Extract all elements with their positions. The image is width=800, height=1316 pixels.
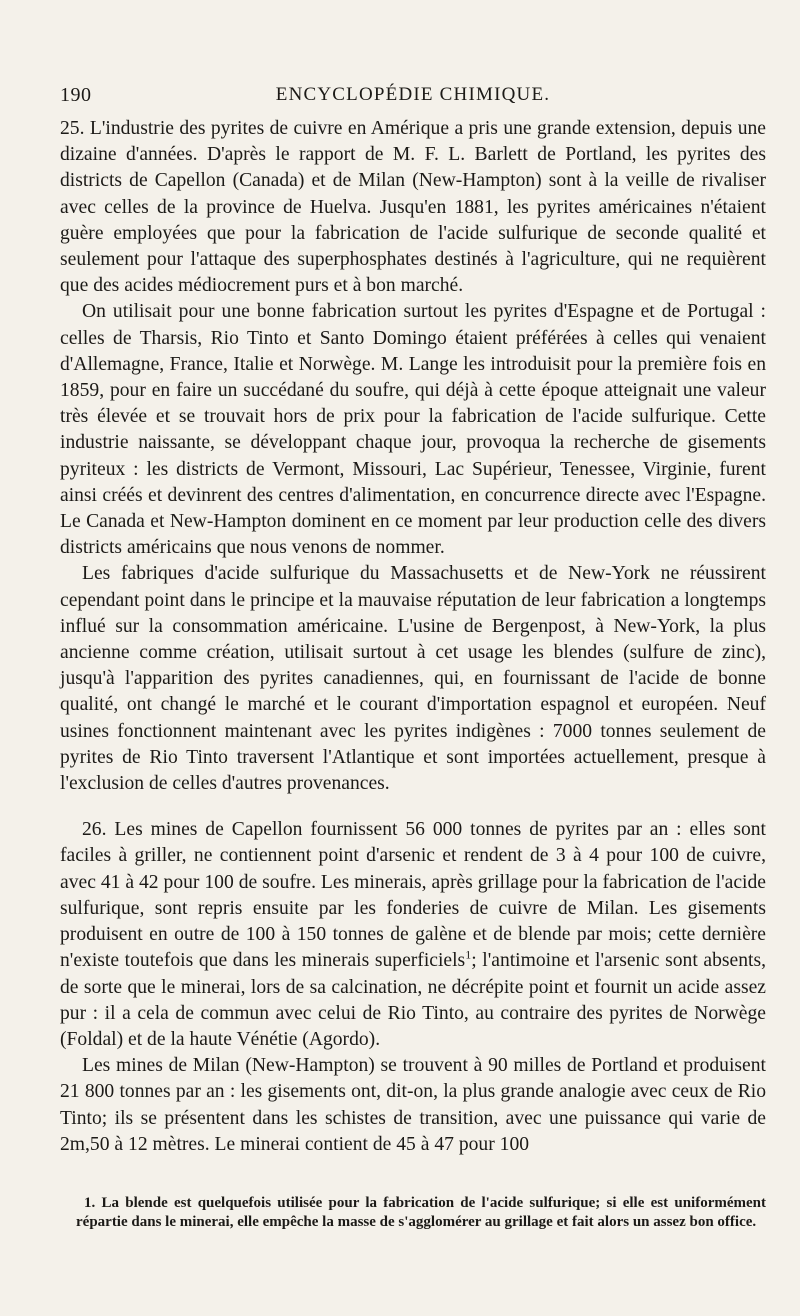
page-header: [60, 80, 766, 108]
running-title: ENCYCLOPÉDIE CHIMIQUE.: [275, 84, 551, 105]
paragraph-26-text-continued: ; l'antimoine et l'arsenic sont absents, de sorte que le minerai, lors de sa calcination, ne décrépite point et fournit un acide assez pur : il a cela de commun avec celui de Rio Tinto, au contraire des pyrites de Norwège (Foldal) et de la haute Vénétie (Agordo).: [60, 950, 766, 1050]
paragraph-25: 25. L'industrie des pyrites de cuivre en Amérique a pris une grande extension, depuis une dizaine d'années. D'après le rapport de M. F. L. Barlett de Portland, les pyrites des districts de Capellon (Canada) et de Milan (New-Hampton) sont à la veille de rivaliser avec celles de la province de Huelva. Jusqu'en 1881, les pyrites américaines n'étaient guère employées que pour la fabrication de l'acide sulfurique de seconde qualité et seulement pour l'attaque des superphosphates destinés à l'agriculture, qui ne requièrent que des acides médiocrement purs et à bon marché.: [60, 118, 766, 297]
footnote: [76, 1194, 766, 1232]
paragraph-25-end: Les fabriques d'acide sulfurique du Massachusetts et de New-York ne réussirent cependant point dans le principe et la mauvaise réputation de leur fabrication a longtemps influé sur la consommation américaine. L'usine de Bergenpost, à New-York, la plus ancienne comme création, utilisait surtout à cet usage les blendes (sulfure de zinc), jusqu'à l'apparition des pyrites canadiennes, qui, en fournissant de l'acide de bonne qualité, ont changé le marché et le courant d'importation espagnol et européen. Neuf usines fonctionnent maintenant avec les pyrites indigènes : 7000 tonnes seulement de pyrites de Rio Tinto traversent l'Atlantique et sont importées actuellement, presque à l'exclusion de celles d'autres provenances.: [60, 563, 766, 795]
footnote-text: 1. La blende est quelquefois utilisée pour la fabrication de l'acide sulfurique; si elle est uniformément répartie dans le minerai, elle empêche la masse de s'agglomérer au grillage et fait alors un assez bon office.: [76, 1195, 766, 1230]
paragraph-27: Les mines de Milan (New-Hampton) se trouvent à 90 milles de Portland et produisent 21 800 tonnes par an : les gisements ont, dit-on, la plus grande analogie avec ceux de Rio Tinto; ils se présentent dans les schistes de transition, avec une puissance qui varie de 2m,50 à 12 mètres. Le minerai contient de 45 à 47 pour 100: [60, 1055, 766, 1155]
paragraph-25-continued: On utilisait pour une bonne fabrication surtout les pyrites d'Espagne et de Portugal : celles de Tharsis, Rio Tinto et Santo Domingo étaient préférées à celles qui venaient d'Allemagne, France, Italie et Norwège. M. Lange les introduisit pour la première fois en 1859, pour en faire un succédané du soufre, qui déjà à cette époque atteignait une valeur très élevée et se trouvait hors de prix pour la fabrication de l'acide sulfurique. Cette industrie naissante, se développant chaque jour, provoqua la recherche de gisements pyriteux : les districts de Vermont, Missouri, Lac Supérieur, Tenessee, Virginie, furent ainsi créés et devinrent des centres d'alimentation, en concurrence directe avec l'Espagne. Le Canada et New-Hampton dominent en ce moment par leur production celle des divers districts américains que nous venons de nommer.: [60, 301, 766, 559]
body-text: [60, 116, 766, 1158]
footnote-reference: 1: [465, 947, 472, 962]
paragraph-26: [60, 817, 766, 1053]
paragraph-26-text: 26. Les mines de Capellon fournissent 56 000 tonnes de pyrites par an : elles sont faciles à griller, ne contiennent point d'arsenic et rendent de 3 à 4 pour 100 de cuivre, avec 41 à 42 pour 100 de soufre. Les minerais, après grillage pour la fabrication de l'acide sulfurique, sont repris ensuite par les fonderies de cuivre de Milan. Les gisements produisent en outre de 100 à 150 tonnes de galène et de blende par mois; cette dernière n'existe toutefois que dans les minerais superficiels: [60, 819, 766, 972]
page-number: 190: [60, 84, 92, 106]
